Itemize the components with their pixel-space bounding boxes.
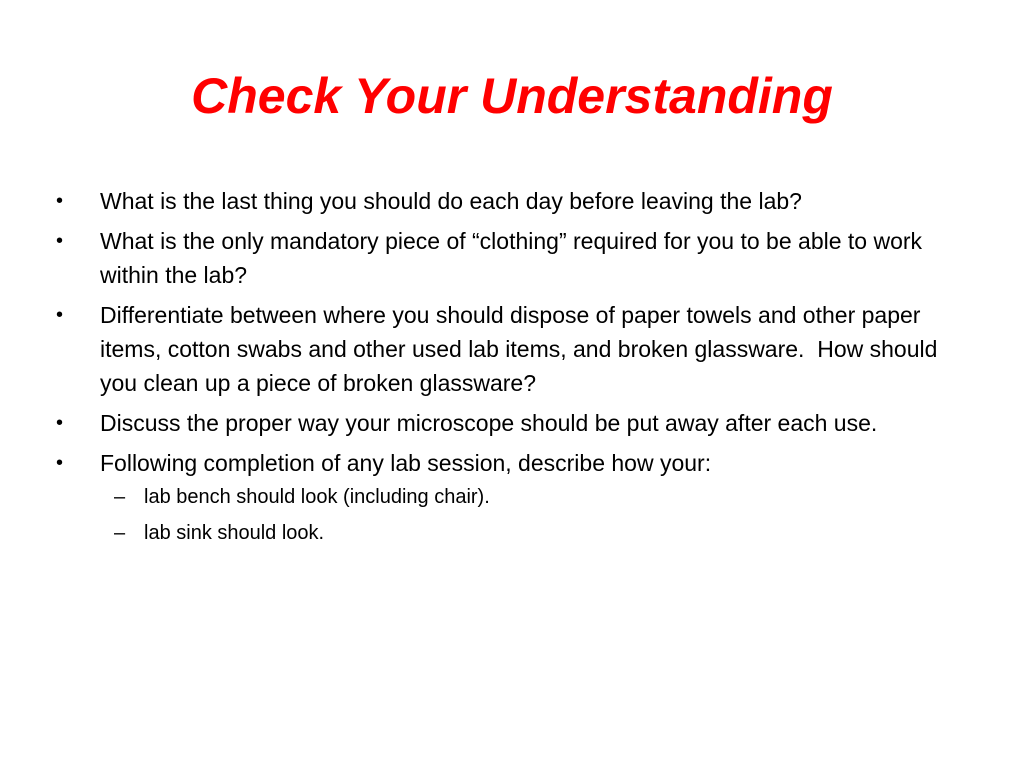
bullet-icon: • [56, 412, 64, 434]
list-item [56, 406, 976, 440]
bullet-icon: • [56, 452, 64, 474]
slide-title: Check Your Understanding [191, 68, 833, 124]
list-item [56, 224, 976, 292]
sub-list-item [100, 482, 976, 512]
list-item [56, 184, 976, 218]
sub-list-item-text: lab sink should look. [144, 522, 325, 544]
bullet-icon: • [56, 230, 64, 252]
sub-list-item-text: lab bench should look (including chair). [144, 486, 490, 508]
sub-list-item [100, 518, 976, 548]
bullet-list [56, 184, 976, 554]
bullet-icon: • [56, 304, 64, 326]
dash-icon: – [114, 486, 126, 508]
dash-icon: – [114, 522, 126, 544]
list-item-text: What is the last thing you should do each day before leaving the lab? [100, 188, 802, 214]
list-item [56, 446, 976, 548]
list-item [56, 298, 976, 400]
bullet-icon: • [56, 190, 64, 212]
list-item-text: Discuss the proper way your microscope should be put away after each use. [100, 410, 878, 436]
list-item-text: Following completion of any lab session, describe how your: [100, 450, 712, 476]
list-item-text: What is the only mandatory piece of “clothing” required for you to be able to work within the lab? [100, 228, 923, 288]
sub-list [100, 482, 976, 548]
list-item-text: Differentiate between where you should dispose of paper towels and other paper items, cotton swabs and other used lab items, and broken glassware. How should you clean up a piece of broken glassware? [100, 302, 944, 396]
